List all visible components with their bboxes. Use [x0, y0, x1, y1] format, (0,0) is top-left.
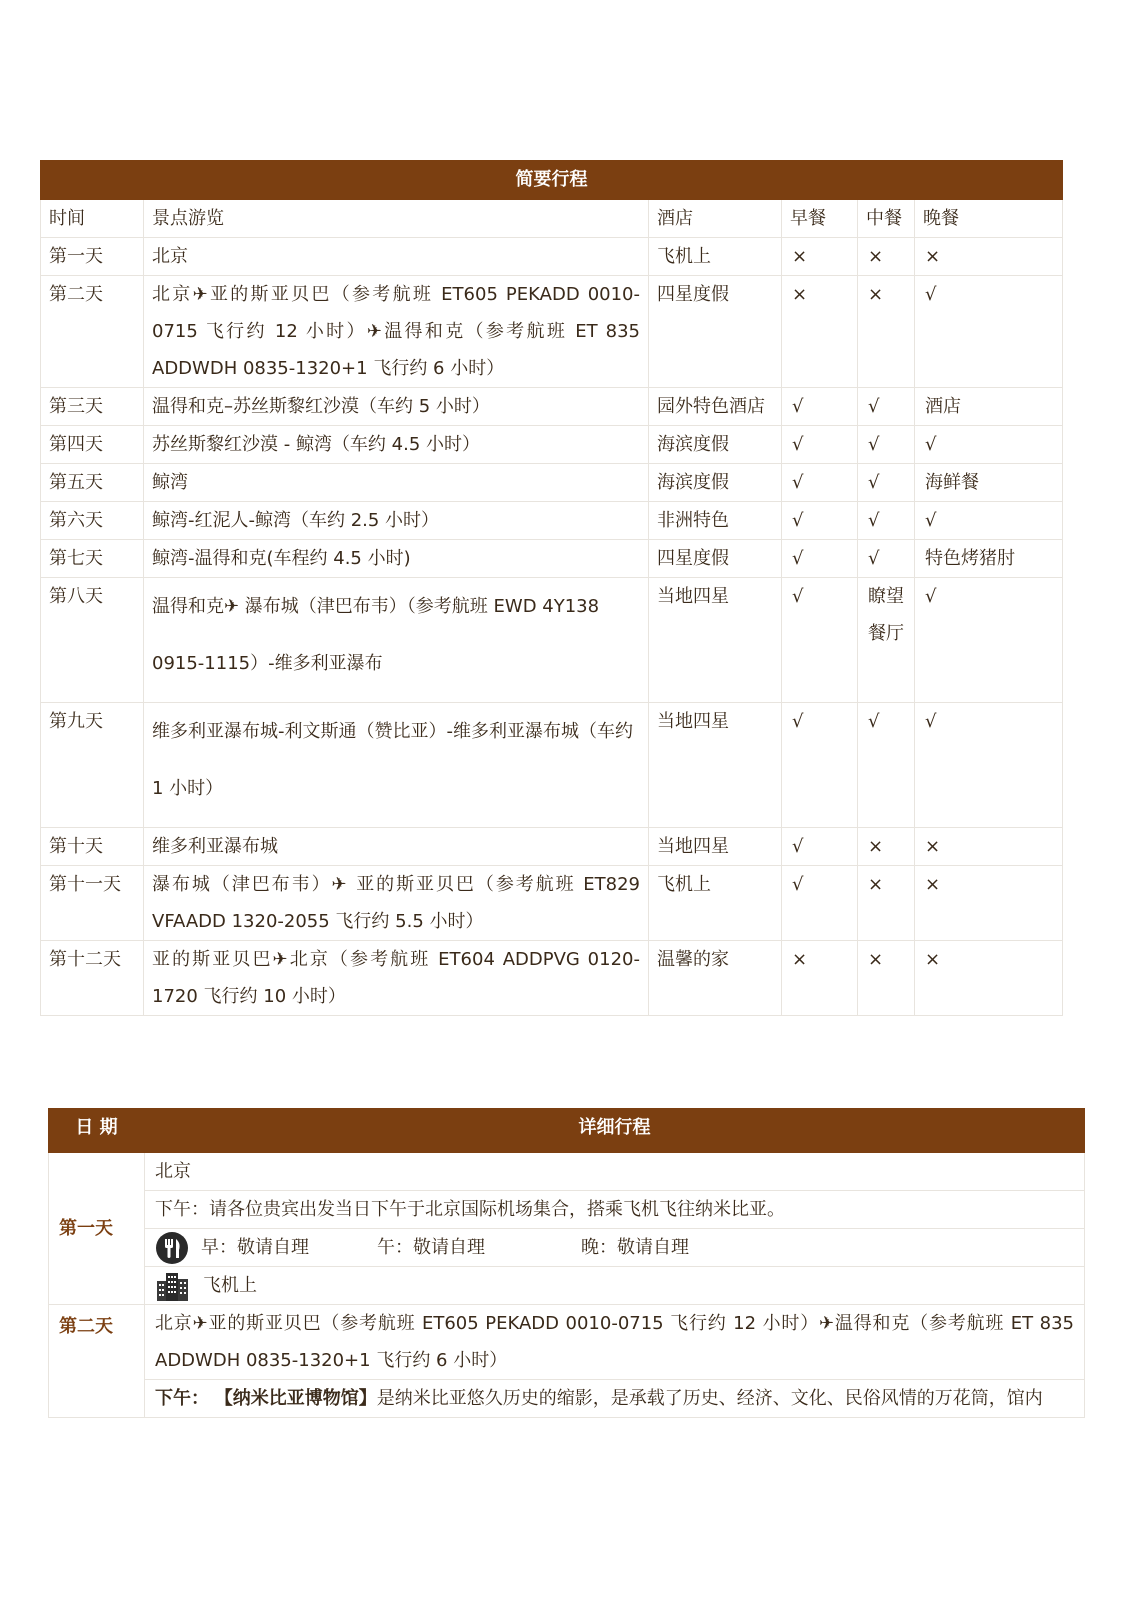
- row-route: 亚的斯亚贝巴✈北京（参考航班 ET604 ADDPVG 0120-1720 飞行约 10 小时）: [144, 941, 649, 1016]
- utensils-icon: [155, 1231, 189, 1265]
- row-lunch: ×: [858, 238, 915, 276]
- row-route: 瀑布城（津巴布韦）✈ 亚的斯亚贝巴（参考航班 ET829 VFAADD 1320-2055 飞行约 5.5 小时）: [144, 866, 649, 941]
- day1-afternoon: 下午：请各位贵宾出发当日下午于北京国际机场集合，搭乘飞机飞往纳米比亚。: [145, 1191, 1085, 1229]
- table-row: [41, 540, 1063, 578]
- row-hotel: 海滨度假: [649, 464, 782, 502]
- row-route: 北京: [144, 238, 649, 276]
- row-route: 温得和克–苏丝斯黎红沙漠（车约 5 小时）: [144, 388, 649, 426]
- row-dinner: ×: [915, 238, 1063, 276]
- table-row: [41, 578, 1063, 703]
- detail-itinerary-table: [48, 1108, 1085, 1418]
- detail-header-row: [49, 1109, 1085, 1153]
- table-row: [41, 464, 1063, 502]
- row-breakfast: √: [782, 464, 858, 502]
- row-hotel: 园外特色酒店: [649, 388, 782, 426]
- row-breakfast: √: [782, 703, 858, 828]
- row-day: 第十二天: [41, 941, 144, 1016]
- row-lunch: √: [858, 502, 915, 540]
- row-dinner: 特色烤猪肘: [915, 540, 1063, 578]
- row-day: 第二天: [41, 276, 144, 388]
- row-dinner: √: [915, 502, 1063, 540]
- row-lunch: √: [858, 703, 915, 828]
- hotel-line: [155, 1267, 1074, 1304]
- row-breakfast: ×: [782, 276, 858, 388]
- header-hotel: 酒店: [649, 200, 782, 238]
- row-hotel: 当地四星: [649, 828, 782, 866]
- row-hotel: 飞机上: [649, 866, 782, 941]
- day1-hotel-cell: [145, 1267, 1085, 1305]
- row-day: 第十一天: [41, 866, 144, 941]
- row-dinner: √: [915, 703, 1063, 828]
- row-lunch: ×: [858, 941, 915, 1016]
- table-row: [41, 426, 1063, 464]
- day2-route-row: [49, 1305, 1085, 1380]
- row-lunch: ×: [858, 276, 915, 388]
- day1-meals-cell: [145, 1229, 1085, 1267]
- row-dinner: ×: [915, 828, 1063, 866]
- header-lunch: 中餐: [858, 200, 915, 238]
- lunch-note: 午：敬请自理: [377, 1237, 485, 1258]
- row-day: 第五天: [41, 464, 144, 502]
- row-breakfast: √: [782, 502, 858, 540]
- row-dinner: √: [915, 578, 1063, 703]
- museum-title: 【纳米比亚博物馆】: [214, 1388, 377, 1409]
- day1-hotel-row: [49, 1267, 1085, 1305]
- day2-afternoon-label: 下午：: [155, 1388, 209, 1409]
- row-lunch: √: [858, 426, 915, 464]
- brief-title: 简要行程: [41, 161, 1063, 200]
- row-hotel: 飞机上: [649, 238, 782, 276]
- row-day: 第七天: [41, 540, 144, 578]
- day2-route: 北京✈亚的斯亚贝巴（参考航班 ET605 PEKADD 0010-0715 飞行约 12 小时）✈温得和克（参考航班 ET 835 ADDWDH 0835-1320+1 飞行约 6 小时）: [145, 1305, 1085, 1380]
- row-route: 维多利亚瀑布城-利文斯通（赞比亚）-维多利亚瀑布城（车约 1 小时）: [144, 703, 649, 828]
- row-breakfast: √: [782, 388, 858, 426]
- table-row: [41, 502, 1063, 540]
- row-route: 鲸湾: [144, 464, 649, 502]
- day2-label: 第二天: [49, 1305, 145, 1418]
- table-row: [41, 388, 1063, 426]
- row-lunch: ×: [858, 866, 915, 941]
- row-day: 第四天: [41, 426, 144, 464]
- detail-header-date: 日 期: [49, 1109, 145, 1153]
- row-breakfast: ×: [782, 941, 858, 1016]
- header-time: 时间: [41, 200, 144, 238]
- breakfast-note: 早：敬请自理: [201, 1237, 309, 1258]
- table-row: [41, 276, 1063, 388]
- row-day: 第八天: [41, 578, 144, 703]
- row-breakfast: √: [782, 866, 858, 941]
- row-breakfast: √: [782, 540, 858, 578]
- row-route: 维多利亚瀑布城: [144, 828, 649, 866]
- row-dinner: √: [915, 426, 1063, 464]
- row-breakfast: √: [782, 426, 858, 464]
- header-breakfast: 早餐: [782, 200, 858, 238]
- row-lunch: 瞭望餐厅: [858, 578, 915, 703]
- detail-header-title: 详细行程: [145, 1109, 1085, 1153]
- day1-afternoon-row: [49, 1191, 1085, 1229]
- row-hotel: 四星度假: [649, 276, 782, 388]
- row-day: 第一天: [41, 238, 144, 276]
- row-dinner: ×: [915, 866, 1063, 941]
- buildings-icon: [155, 1269, 191, 1303]
- row-hotel: 当地四星: [649, 578, 782, 703]
- row-route: 鲸湾-红泥人-鲸湾（车约 2.5 小时）: [144, 502, 649, 540]
- row-lunch: ×: [858, 828, 915, 866]
- row-route: 北京✈亚的斯亚贝巴（参考航班 ET605 PEKADD 0010-0715 飞行约 12 小时）✈温得和克（参考航班 ET 835 ADDWDH 0835-1320+1 飞行约 6 小时）: [144, 276, 649, 388]
- day1-city-row: [49, 1153, 1085, 1191]
- row-lunch: √: [858, 388, 915, 426]
- row-dinner: 海鲜餐: [915, 464, 1063, 502]
- table-row: [41, 828, 1063, 866]
- brief-header-row: [41, 200, 1063, 238]
- row-hotel: 温馨的家: [649, 941, 782, 1016]
- row-lunch: √: [858, 464, 915, 502]
- row-route: 苏丝斯黎红沙漠 - 鲸湾（车约 4.5 小时）: [144, 426, 649, 464]
- row-hotel: 非洲特色: [649, 502, 782, 540]
- table-row: [41, 703, 1063, 828]
- row-day: 第十天: [41, 828, 144, 866]
- row-route: 鲸湾-温得和克(车程约 4.5 小时): [144, 540, 649, 578]
- row-dinner: √: [915, 276, 1063, 388]
- day2-afternoon: [145, 1380, 1085, 1418]
- row-day: 第三天: [41, 388, 144, 426]
- day1-city: 北京: [145, 1153, 1085, 1191]
- day2-afternoon-row: [49, 1380, 1085, 1418]
- day1-meals-row: [49, 1229, 1085, 1267]
- row-hotel: 四星度假: [649, 540, 782, 578]
- row-lunch: √: [858, 540, 915, 578]
- row-dinner: ×: [915, 941, 1063, 1016]
- meals-line: [155, 1229, 1074, 1266]
- header-route: 景点游览: [144, 200, 649, 238]
- day1-label: 第一天: [49, 1153, 145, 1305]
- museum-description: 是纳米比亚悠久历史的缩影，是承载了历史、经济、文化、民俗风情的万花筒，馆内: [376, 1388, 1043, 1409]
- table-row: [41, 941, 1063, 1016]
- table-row: [41, 238, 1063, 276]
- brief-title-row: [41, 161, 1063, 200]
- row-hotel: 当地四星: [649, 703, 782, 828]
- dinner-note: 晚：敬请自理: [581, 1237, 689, 1258]
- row-breakfast: √: [782, 828, 858, 866]
- row-route: 温得和克✈ 瀑布城（津巴布韦）（参考航班 EWD 4Y138 0915-1115）-维多利亚瀑布: [144, 578, 649, 703]
- table-row: [41, 866, 1063, 941]
- row-hotel: 海滨度假: [649, 426, 782, 464]
- row-day: 第九天: [41, 703, 144, 828]
- row-day: 第六天: [41, 502, 144, 540]
- row-dinner: 酒店: [915, 388, 1063, 426]
- header-dinner: 晚餐: [915, 200, 1063, 238]
- day1-hotel: 飞机上: [203, 1275, 257, 1296]
- row-breakfast: ×: [782, 238, 858, 276]
- brief-itinerary-table: [40, 160, 1063, 1016]
- row-breakfast: √: [782, 578, 858, 703]
